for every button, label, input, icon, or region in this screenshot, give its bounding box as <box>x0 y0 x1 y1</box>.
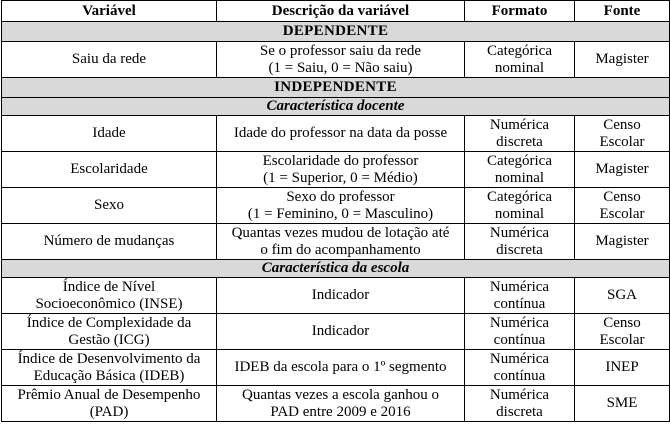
cell-formato: Numérica contínua <box>465 350 575 386</box>
cell-descricao: Sexo do professor (1 = Feminino, 0 = Masculino) <box>217 188 465 224</box>
cell-formato: Numérica discreta <box>465 386 575 422</box>
cell-formato: Categórica nominal <box>465 188 575 224</box>
cell-formato: Categórica nominal <box>465 42 575 78</box>
header-descricao: Descrição da variável <box>217 1 465 22</box>
cell-descricao: IDEB da escola para o 1º segmento <box>217 350 465 386</box>
subsection-row <box>2 98 670 116</box>
cell-variavel: Índice de Nível Socioeconômico (INSE) <box>2 278 217 314</box>
cell-formato: Numérica discreta <box>465 116 575 152</box>
cell-variavel: Índice de Complexidade da Gestão (ICG) <box>2 314 217 350</box>
table-row <box>2 188 670 224</box>
cell-fonte: Magister <box>575 224 670 260</box>
cell-fonte: SGA <box>575 278 670 314</box>
cell-variavel: Saiu da rede <box>2 42 217 78</box>
header-variavel: Variável <box>2 1 217 22</box>
table-row <box>2 314 670 350</box>
section-row <box>2 22 670 42</box>
cell-descricao: Quantas vezes mudou de lotação até o fim do acompanhamento <box>217 224 465 260</box>
cell-descricao: Idade do professor na data da posse <box>217 116 465 152</box>
header-fonte: Fonte <box>575 1 670 22</box>
cell-formato: Categórica nominal <box>465 152 575 188</box>
table-row <box>2 350 670 386</box>
cell-formato: Numérica contínua <box>465 314 575 350</box>
section-independente: INDEPENDENTE <box>2 78 670 98</box>
cell-variavel: Prêmio Anual de Desempenho (PAD) <box>2 386 217 422</box>
table-row <box>2 386 670 422</box>
table-row <box>2 42 670 78</box>
cell-descricao: Escolaridade do professor (1 = Superior, 0 = Médio) <box>217 152 465 188</box>
cell-variavel: Escolaridade <box>2 152 217 188</box>
cell-descricao: Se o professor saiu da rede (1 = Saiu, 0 = Não saiu) <box>217 42 465 78</box>
header-formato: Formato <box>465 1 575 22</box>
cell-fonte: Censo Escolar <box>575 188 670 224</box>
cell-variavel: Sexo <box>2 188 217 224</box>
table-row <box>2 116 670 152</box>
cell-fonte: Magister <box>575 152 670 188</box>
cell-descricao: Indicador <box>217 278 465 314</box>
subsection-caracteristica-docente: Característica docente <box>2 98 670 116</box>
section-row <box>2 78 670 98</box>
table-row <box>2 278 670 314</box>
table-row <box>2 152 670 188</box>
cell-fonte: Magister <box>575 42 670 78</box>
cell-fonte: SME <box>575 386 670 422</box>
variables-table <box>1 0 670 422</box>
cell-fonte: Censo Escolar <box>575 116 670 152</box>
section-dependente: DEPENDENTE <box>2 22 670 42</box>
subsection-caracteristica-escola: Característica da escola <box>2 260 670 278</box>
table-row <box>2 224 670 260</box>
subsection-row <box>2 260 670 278</box>
cell-formato: Numérica contínua <box>465 278 575 314</box>
cell-variavel: Número de mudanças <box>2 224 217 260</box>
cell-fonte: INEP <box>575 350 670 386</box>
cell-variavel: Idade <box>2 116 217 152</box>
cell-descricao: Indicador <box>217 314 465 350</box>
cell-formato: Numérica discreta <box>465 224 575 260</box>
cell-fonte: Censo Escolar <box>575 314 670 350</box>
cell-descricao: Quantas vezes a escola ganhou o PAD entre 2009 e 2016 <box>217 386 465 422</box>
cell-variavel: Índice de Desenvolvimento da Educação Básica (IDEB) <box>2 350 217 386</box>
header-row <box>2 1 670 22</box>
